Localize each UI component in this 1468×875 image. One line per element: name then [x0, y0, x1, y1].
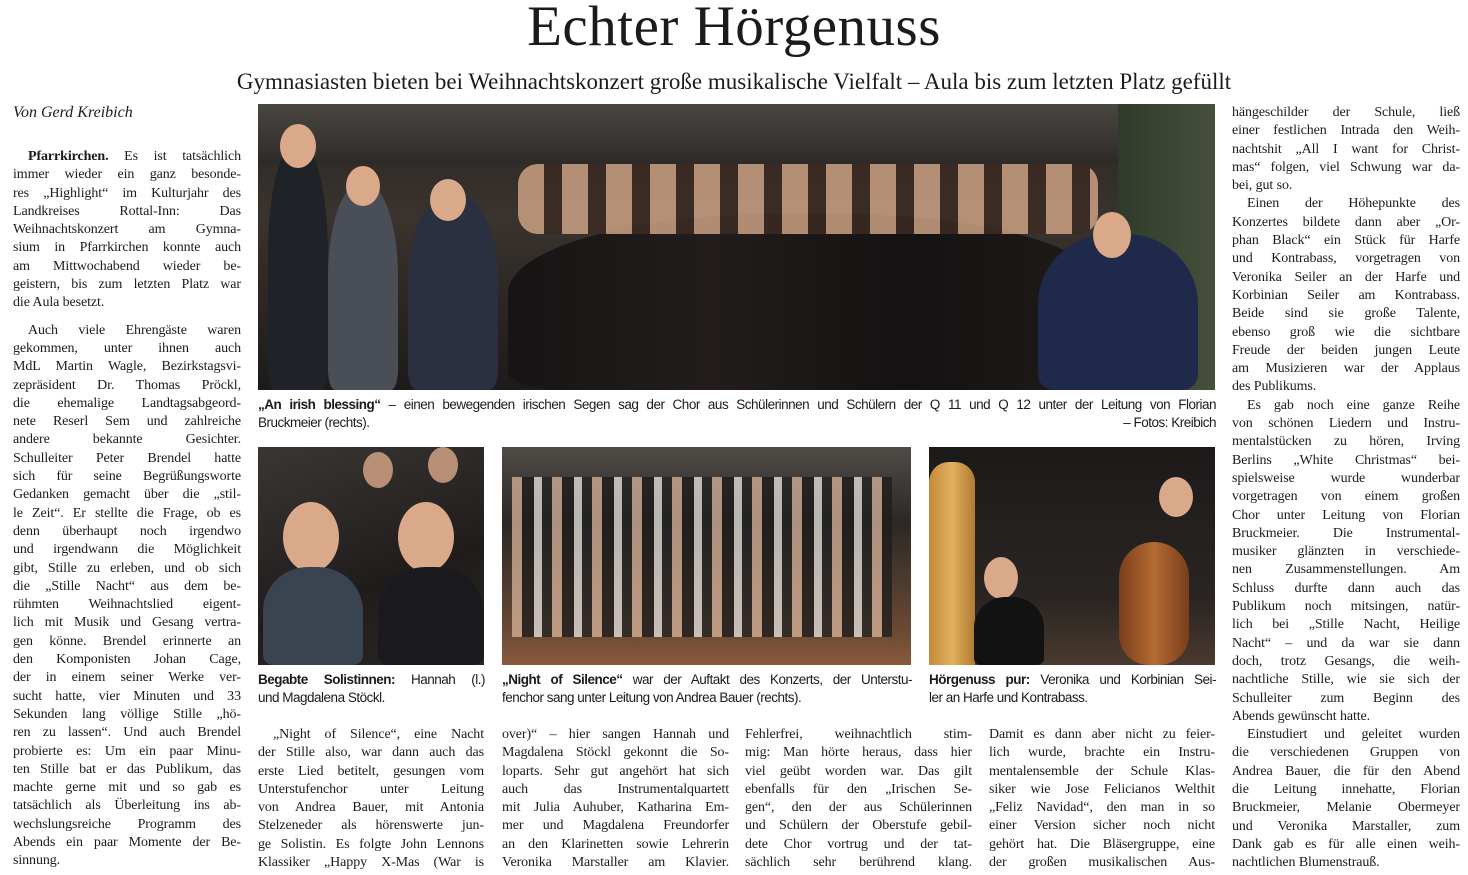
text-line: am Mittwochabend wieder be- — [13, 258, 241, 274]
photo-soloists — [258, 447, 484, 665]
caption-line: Bruckmeier (rechts). — [258, 415, 370, 430]
text-line: am Musizieren war der Applaus — [1232, 361, 1460, 377]
text-line: bei, gut so. — [1232, 178, 1293, 194]
text-line: gekommen, unter ihnen auch — [13, 340, 241, 356]
text-line: Chor unter Leitung von Florian — [1232, 507, 1460, 523]
subheadline: Gymnasiasten bieten bei Weihnachtskonzert große musikalische Vielfalt – Aula bis zum letzten Platz gefüllt — [236, 69, 1232, 94]
text-line: Freude der beiden jungen Leute — [1232, 342, 1460, 358]
text-line: Nacht“ – und da war sie dann — [1232, 635, 1460, 651]
text-line: die „Stille Nacht“ aus dem be- — [13, 578, 241, 594]
text-line: sucht hatte, vier Minuten und 33 — [13, 688, 241, 704]
text-line: spielsweise wurde wunderbar — [1232, 470, 1460, 486]
text-line: lich wurde, brachte ein Instru- — [989, 745, 1215, 761]
text-line: Schulleiter Peter Brendel hatte — [13, 450, 241, 466]
text-line: ten Stille bat er das Publikum, das — [13, 761, 241, 777]
text-line: res „Highlight“ im Kulturjahr des — [13, 185, 241, 201]
text-line: Beide sind sie große Talente, — [1232, 306, 1460, 322]
caption-lead: „An irish blessing“ — [258, 397, 381, 412]
text-line: Bruckmeier. Die Instrumental- — [1232, 525, 1460, 541]
text-line: mentalstücken zu hören, Irving — [1232, 434, 1460, 450]
text-line: sium in Pfarrkirchen konnte auch — [13, 240, 241, 256]
text-line: von schönen Liedern und Instru- — [1232, 416, 1460, 432]
text-line: Abends gewünscht hatte. — [1232, 708, 1371, 724]
text-line: Andrea Bauer, die für den Abend — [1232, 763, 1460, 779]
text-line: denn überhaupt noch irgendwo — [13, 523, 241, 539]
photo-harp-and-double-bass — [929, 447, 1215, 665]
text-line: des Publikums. — [1232, 379, 1317, 395]
text-line: gibt, Stille zu erleben, und ob sich — [13, 560, 241, 576]
article-paragraph — [989, 726, 1215, 872]
article-paragraph — [1232, 726, 1460, 872]
text-line: nachtliche Stille, wie sie sich der — [1232, 672, 1460, 688]
photo-credit: – Fotos: Kreibich — [1123, 415, 1216, 430]
text-line: MdL Martin Wagle, Bezirkstagsvi- — [13, 359, 241, 375]
text-line: Publikum noch mitsingen, natür- — [1232, 599, 1460, 615]
caption-lead: Hörgenuss pur: — [929, 672, 1030, 687]
photo-lower-school-choir — [502, 447, 911, 665]
article-column-bottom-1 — [258, 726, 484, 872]
text-line: Veronika Marstaller am Klavier. — [502, 855, 729, 871]
text-line: over)“ – hier sangen Hannah und — [502, 727, 729, 742]
text-line: Stelzeneder als hörenswerte jun- — [258, 818, 484, 834]
text-line: Dank gab es für alle einen weih- — [1232, 836, 1460, 852]
dateline: Pfarrkirchen. — [28, 149, 109, 164]
text-line: der in einem seiner Werke ver- — [13, 670, 241, 686]
text-line: „Night of Silence“, eine Nacht — [273, 727, 484, 742]
text-line: Weihnachtskonzert am Gymna- — [13, 222, 241, 238]
text-line: die ehemalige Landtagsabgeord- — [13, 395, 241, 411]
text-line: Sekunden lang völlige Stille „hö- — [13, 706, 241, 722]
text-line: der großen musikalischen Aus- — [989, 855, 1215, 871]
text-line: erste Lied betitelt, gesungen vom — [258, 763, 484, 779]
text-line: Magdalena Stöckl gekonnt die So- — [502, 745, 729, 761]
text-line: und irgendwann die Möglichkeit — [13, 542, 241, 558]
text-line: die verschiedenen Gruppen von — [1232, 745, 1460, 761]
article-column-bottom-3 — [745, 726, 972, 872]
caption-lead: Begabte Solistinnen: — [258, 672, 395, 687]
article-paragraph — [1232, 397, 1460, 726]
text-line: und Kontrabass, vorgetragen von — [1232, 251, 1460, 267]
byline: Von Gerd Kreibich — [13, 104, 133, 121]
text-line: Gedanken gemacht über die „stil- — [13, 487, 241, 503]
text-line: Pfarrkirchen. Es ist tatsächlich — [28, 149, 241, 164]
text-line: Unterstufenchor unter Leitung — [258, 781, 484, 797]
text-line: probierte es: Um ein paar Minu- — [13, 743, 241, 759]
text-line: ge Solistin. Es folgte John Lennons — [258, 836, 484, 852]
text-line: hängeschilder der Schule, ließ — [1232, 105, 1460, 120]
caption-lower-school-choir: „Night of Silence“ war der Auftakt des Konzerts, der Unterstu- fenchor sang unter Leitung von Andrea Bauer (rechts). — [502, 672, 912, 705]
text-line: Auch viele Ehrengäste waren — [28, 322, 241, 338]
text-line: Schulleiter zum Beginn des — [1232, 690, 1460, 706]
text-line: immer wieder ein ganz besonde- — [13, 167, 241, 183]
caption-harp: Hörgenuss pur: Veronika und Korbinian Sei- ler an Harfe und Kontrabass. — [929, 672, 1216, 705]
text-line: andere bekannte Gesichter. — [13, 432, 241, 448]
text-line: und Veronika Marstaller, zum — [1232, 818, 1460, 834]
article-paragraph — [13, 148, 241, 313]
text-line: dete Chor vortrug und der tat- — [745, 836, 972, 852]
text-line: Einen der Höhepunkte des — [1247, 196, 1460, 212]
text-line: Fehlerfrei, weihnachtlich stim- — [745, 727, 972, 742]
article-paragraph — [258, 726, 484, 872]
text-line: nen Zusammenstellungen. Am — [1232, 562, 1460, 578]
text-line: musiker glänzten in verschiede- — [1232, 544, 1460, 560]
text-line: rühmten Weihnachtslied eigent- — [13, 597, 241, 613]
text-line: lich bei „Stille Nacht, Heilige — [1232, 617, 1460, 633]
text-line: viel geübt worden war. Das gilt — [745, 763, 972, 779]
text-line: geistern, bis zum letzten Platz war — [13, 277, 241, 293]
text-line: doch, trotz Gesangs, die weih- — [1232, 653, 1460, 669]
text-line: mig: Man hörte heraus, dass hier — [745, 745, 972, 761]
text-line: Konzertes bildete dann aber „Or- — [1232, 214, 1460, 230]
text-line: an den Klarinetten sowie Lehrerin — [502, 836, 729, 852]
text-line: der Stille also, war dann auch das — [258, 745, 484, 761]
text-line: „Feliz Navidad“, den man in so — [989, 800, 1215, 816]
text-line: siker wie Jose Felicianos Welthit — [989, 781, 1215, 797]
text-line: von Andrea Bauer, mit Antonia — [258, 800, 484, 816]
text-line: die Leitung innehatte, Florian — [1232, 781, 1460, 797]
caption-line: „An irish blessing“ – einen bewegenden irischen Segen sag der Chor aus Schülerinnen und Schülern der Q 11 und Q 12 unter der Leitung von Florian — [258, 397, 1216, 412]
text-line: loparts. Sehr gut angehört hat sich — [502, 763, 729, 779]
article-column-bottom-2 — [502, 726, 729, 872]
text-line: nachtlichen Blumenstrauß. — [1232, 855, 1380, 871]
text-line: einer festlichen Intrada den Weih- — [1232, 123, 1460, 139]
text-line: Einstudiert und geleitet wurden — [1247, 727, 1460, 743]
text-line: die Aula besetzt. — [13, 295, 105, 311]
text-line: vorgetragen von einem großen — [1232, 489, 1460, 505]
caption-soloists: Begabte Solistinnen: Hannah (l.) und Magdalena Stöckl. — [258, 672, 485, 705]
text-line: tatsächlich als Überleitung ins ab- — [13, 798, 241, 814]
text-line: mentalensemble der Schule Klas- — [989, 763, 1215, 779]
article-column-right — [1232, 104, 1460, 872]
article-paragraph — [1232, 195, 1460, 396]
caption-main-photo — [258, 396, 1216, 432]
text-line: ebenso groß wie die sichtbare — [1232, 324, 1460, 340]
text-line: gehört hat. Die Bläsergruppe, eine — [989, 836, 1215, 852]
text-line: nachtshit „All I want for Christ- — [1232, 141, 1460, 157]
article-paragraph — [745, 726, 972, 872]
text-line: Landkreises Rottal-Inn: Das — [13, 203, 241, 219]
text-line: sinnung. — [13, 853, 61, 869]
article-paragraph — [13, 322, 241, 871]
text-line: einer Version sicher noch nicht — [989, 818, 1215, 834]
text-line: le Zeit“. Er stellte die Frage, ob es — [13, 505, 241, 521]
headline: Echter Hörgenuss — [527, 0, 941, 58]
text-line: nete Reserl Sem und zahlreiche — [13, 414, 241, 430]
text-line: gen“, den der aus Schülerinnen — [745, 800, 972, 816]
text-line: Es gab noch eine ganze Reihe — [1247, 397, 1460, 413]
text-line: Schluss durfte dann auch das — [1232, 580, 1460, 596]
text-line: Korbinian Seiler am Kontrabass. — [1232, 287, 1460, 303]
text-line: Berlins „White Christmas“ bei- — [1232, 452, 1460, 468]
caption-lead: „Night of Silence“ — [502, 672, 623, 687]
text-line: zepräsident Dr. Thomas Pröckl, — [13, 377, 241, 393]
article-column-bottom-4 — [989, 726, 1215, 872]
photo-choir-irish-blessing — [258, 104, 1215, 390]
article-column-left — [13, 148, 241, 871]
text-line: auch das Instrumentalquartett — [502, 781, 729, 797]
text-line: ren zu lassen“. Und auch Brendel — [13, 725, 241, 741]
text-line: sächlich sehr berührend klang. — [745, 855, 972, 871]
article-paragraph — [502, 726, 729, 872]
text-line: gen könne. Brendel erinnerte an — [13, 633, 241, 649]
text-line: mas“ folgen, viel Schwung war da- — [1232, 159, 1460, 175]
text-line: Abends ein paar Momente der Be- — [13, 834, 241, 850]
text-line: Damit es dann aber nicht zu feier- — [989, 727, 1215, 742]
text-line: machte gerne mit und so gab es — [13, 780, 241, 796]
text-line: mer und Magdalena Freundorfer — [502, 818, 729, 834]
text-line: Klassiker „Happy X-Mas (War is — [258, 855, 484, 871]
text-line: phan Black“ ein Stück für Harfe — [1232, 233, 1460, 249]
text-line: und Schülern der Oberstufe gebil- — [745, 818, 972, 834]
article-paragraph — [1232, 104, 1460, 195]
text-line: den Komponisten Johan Cage, — [13, 652, 241, 668]
text-line: lich mit Musik und Gesang vertra- — [13, 615, 241, 631]
text-line: sich für seine Begrüßungsworte — [13, 469, 241, 485]
text-line: Veronika Seiler an der Harfe und — [1232, 269, 1460, 285]
text-line: Bruckmeier, Melanie Obermeyer — [1232, 800, 1460, 816]
text-line: ebenfalls für den „Irischen Se- — [745, 781, 972, 797]
text-line: mit Julia Auhuber, Katharina Em- — [502, 800, 729, 816]
text-line: wechslungsreiche Programm des — [13, 816, 241, 832]
